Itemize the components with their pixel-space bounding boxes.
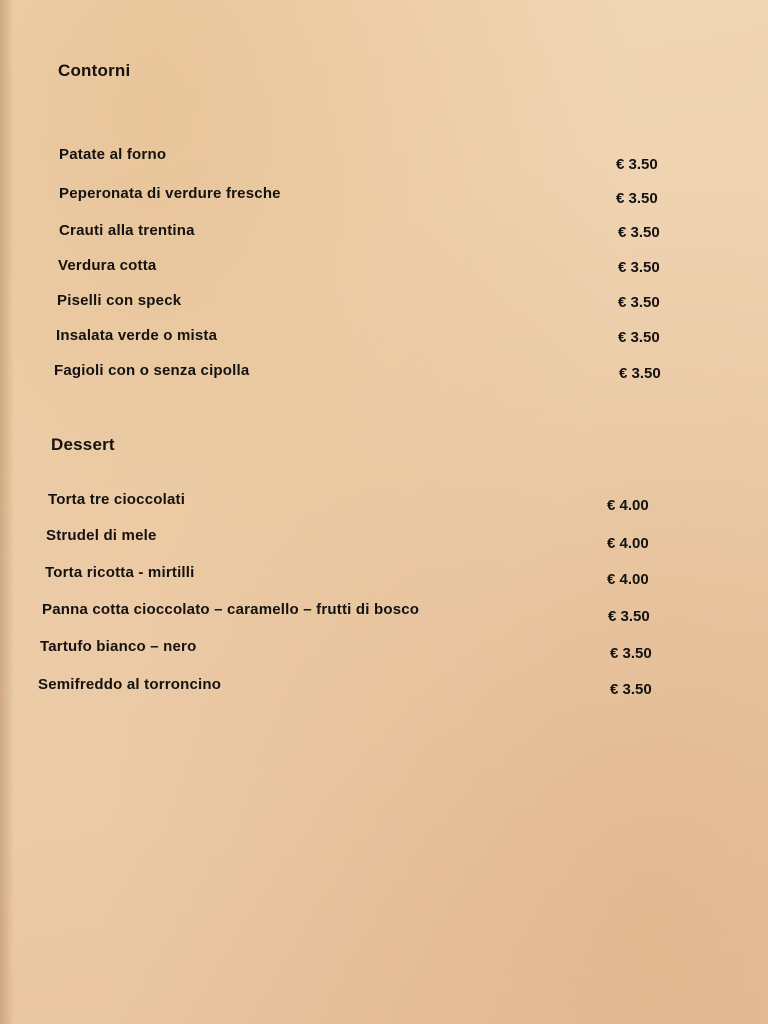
menu-item-fagioli: Fagioli con o senza cipolla <box>54 362 250 379</box>
price-fagioli: € 3.50 <box>619 365 661 382</box>
price-panna-cotta: € 3.50 <box>608 608 650 625</box>
menu-item-patate-al-forno: Patate al forno <box>59 146 167 163</box>
menu-item-strudel: Strudel di mele <box>46 527 157 544</box>
menu-item-crauti: Crauti alla trentina <box>59 222 195 239</box>
price-patate-al-forno: € 3.50 <box>616 156 658 173</box>
price-strudel: € 4.00 <box>607 535 649 552</box>
price-tartufo: € 3.50 <box>610 645 652 662</box>
price-semifreddo: € 3.50 <box>610 681 652 698</box>
price-insalata: € 3.50 <box>618 329 660 346</box>
menu-item-insalata: Insalata verde o mista <box>56 327 218 344</box>
price-torta-ricotta: € 4.00 <box>607 571 649 588</box>
menu-item-torta-tre-cioccolati: Torta tre cioccolati <box>48 491 186 508</box>
menu-item-piselli-con-speck: Piselli con speck <box>57 292 182 309</box>
menu-item-semifreddo: Semifreddo al torroncino <box>38 676 222 693</box>
menu-item-torta-ricotta: Torta ricotta - mirtilli <box>45 564 195 581</box>
price-verdura-cotta: € 3.50 <box>618 259 660 276</box>
price-piselli-con-speck: € 3.50 <box>618 294 660 311</box>
menu-item-panna-cotta: Panna cotta cioccolato – caramello – frutti di bosco <box>42 601 420 618</box>
menu-item-peperonata: Peperonata di verdure fresche <box>59 185 281 202</box>
price-torta-tre-cioccolati: € 4.00 <box>607 497 649 514</box>
price-crauti: € 3.50 <box>618 224 660 241</box>
section-title-contorni: Contorni <box>58 61 131 80</box>
price-peperonata: € 3.50 <box>616 190 658 207</box>
menu-item-verdura-cotta: Verdura cotta <box>58 257 157 274</box>
menu-item-tartufo: Tartufo bianco – nero <box>40 638 197 655</box>
page-edge-shadow <box>0 0 14 1024</box>
section-title-dessert: Dessert <box>51 435 115 454</box>
